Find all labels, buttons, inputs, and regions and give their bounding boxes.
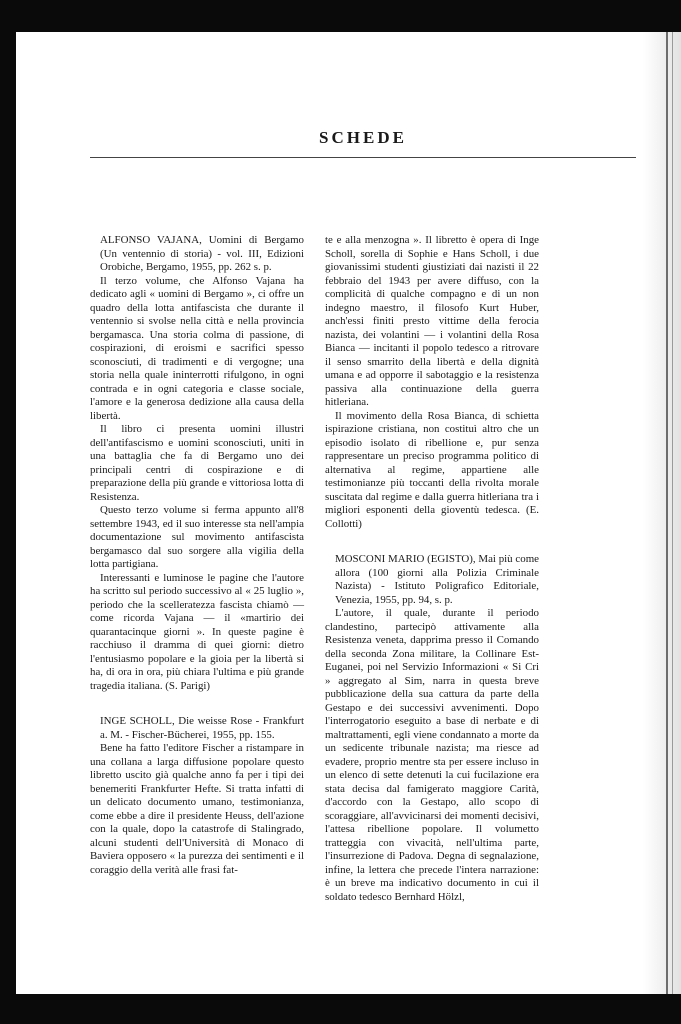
right-column bbox=[325, 234, 539, 904]
review-paragraph: Il movimento della Rosa Bianca, di schietta ispirazione cristiana, non costituì altro che un episodio isolato di ribellione e, pur senza rappresentare un preciso programma politico di alternativa al regime, appartiene alle testimonianze più toccanti della rivolta morale suscitata dal regime e dalla guerra hitleriana tra i migliori esponenti della gioventù tedesca. (E. Collotti) bbox=[325, 409, 539, 530]
review-entry-heading: ALFONSO VAJANA, Uomini di Bergamo (Un ventennio di storia) - vol. III, Edizioni Orobiche, Bergamo, 1955, pp. 262 s. p. bbox=[100, 234, 304, 273]
page-edge-line-secondary bbox=[672, 32, 673, 994]
review-paragraph: Bene ha fatto l'editore Fischer a ristampare in una collana a larga diffusione popolare questo libretto uscito già qualche anno fa per i tipi dei benemeriti Frankfurter Hefte. Si tratta infatti di un delicato documento umano, testimonianza, come ebbe a dire il presidente Heuss, dell'azione con la quale, dopo la catastrofe di Stalingrado, alcuni studenti dell'Università di Monaco di Baviera opposero « la purezza dei sentimenti e il coraggio della verità alle frasi fat- bbox=[90, 742, 304, 876]
review-entry-heading: INGE SCHOLL, Die weisse Rose - Frankfurt a. M. - Fischer-Bücherei, 1955, pp. 155. bbox=[100, 715, 304, 741]
entry-separator bbox=[90, 693, 304, 715]
heading-rule bbox=[90, 157, 636, 158]
scan-border-bottom bbox=[0, 994, 681, 1024]
page-edge-shadow bbox=[643, 32, 681, 994]
review-paragraph-continued: te e alla menzogna ». Il libretto è opera di Inge Scholl, sorella di Sophie e Hans Scholl, i due giovanissimi studenti giustiziati dai nazisti il 22 febbraio del 1943 per avere diffuso, con la complicità di qualche compagno e di un non indegno maestro, il filosofo Kurt Huber, anch'essi finiti presto vittime della ferocia nazista, dei volantini — i volantini della Rosa Bianca — incitanti il popolo tedesco a ritrovare il senso smarrito della libertà e della dignità umana e ad opporre il sabotaggio e la resistenza passiva alla continuazione della guerra hitleriana. bbox=[325, 234, 539, 408]
review-paragraph: Interessanti e luminose le pagine che l'autore ha scritto sul periodo successivo al « 25 luglio », periodo che la scelleratezza fascista chiamò — come ricorda Vajana — il «martirio dei quarantacinque giorni ». In queste pagine è racchiuso il dramma di quei giorni: dietro l'entusiasmo popolare e la gioia per la libertà si ha, di ora in ora, più chiara l'ultima e più grande tragedia italiana. (S. Parigi) bbox=[90, 571, 304, 692]
scan-border-left bbox=[0, 0, 16, 1024]
page-heading: SCHEDE bbox=[319, 128, 407, 147]
review-paragraph: Questo terzo volume si ferma appunto all'8 settembre 1943, ed il suo interesse sta nell'ampia documentazione sul movimento antifascista bergamasco dal suo sorgere alla vigilia della lotta partigiana. bbox=[90, 504, 304, 570]
page-edge-line bbox=[666, 32, 668, 994]
review-paragraph: Il libro ci presenta uomini illustri dell'antifascismo e uomini sconosciuti, uniti in una battaglia che fa di Bergamo uno dei principali centri di cospirazione e di preparazione della più grande e vittoriosa lotta di Resistenza. bbox=[90, 423, 304, 503]
review-paragraph: L'autore, il quale, durante il periodo clandestino, partecipò attivamente alla Resistenza veneta, dapprima presso il Comando della seconda Zona militare, la Collinare Est-Euganei, poi nel Servizio Informazioni « Si Cri » aggregato al Sim, narra in questa breve pubblicazione della sua cattura da parte della Gestapo e dei successivi avvenimenti. Dopo l'interrogatorio eseguito a base di nerbate e di maltrattamenti, egli viene condannato a morte da un sedicente tribunale nazista; ma riesce ad evadere, proprio mentre sta per essere incluso in un elenco di sette detenuti la cui fucilazione era stata decisa dal famigerato maggiore Carità, d'accordo con la Gestapo, allo scopo di scoraggiare, all'avvicinarsi dei momenti decisivi, l'attesa ribellione popolare. Il volumetto tratteggia con vivacità, nell'ultima parte, l'insurrezione di Padova. Degna di segnalazione, infine, la lettera che precede l'intera narrazione: è un breve ma indicativo documento in cui il soldato tedesco Bernhard Hölzl, bbox=[325, 607, 539, 903]
scan-border-top bbox=[0, 0, 681, 32]
review-entry-heading: MOSCONI MARIO (EGISTO), Mai più come allora (100 giorni alla Polizia Criminale Nazista) - Istituto Poligrafico Editoriale, Venezia, 1955, pp. 94, s. p. bbox=[335, 553, 539, 606]
left-column bbox=[90, 234, 304, 877]
review-paragraph: Il terzo volume, che Alfonso Vajana ha dedicato agli « uomini di Bergamo », ci offre un quadro della lotta antifascista che durante il ventennio si svolse nella città e nella provincia bergamasca. Una storia colma di passione, di cospirazioni, di eroismi e sacrifici spesso sconosciuti, di tradimenti e di vergogne; una storia nella quale ininterrotti rifulgono, in ogni contrada e in ogni categoria e classe sociale, l'amore e la generosa dedizione alla causa della libertà. bbox=[90, 274, 304, 422]
entry-separator bbox=[325, 531, 539, 553]
